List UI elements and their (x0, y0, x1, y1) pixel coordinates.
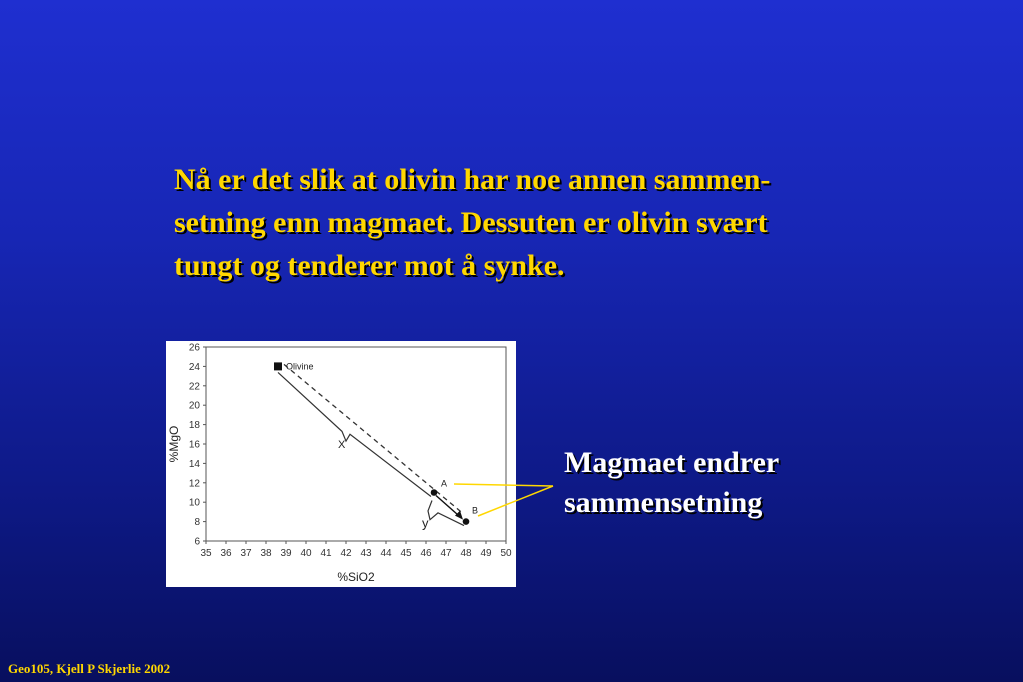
main-text-line-3: tungt og tenderer mot å synke. (174, 249, 565, 282)
x-tick-label: 46 (420, 548, 432, 559)
y-tick-label: 18 (188, 420, 200, 432)
main-text-line-1: Nå er det slik at olivin har noe annen sammen- (174, 163, 771, 196)
y-tick-label: 14 (188, 458, 200, 470)
brace-y-label: y (422, 515, 429, 531)
point-b-label: B (472, 505, 479, 516)
y-tick-label: 20 (188, 400, 200, 412)
y-tick-label: 10 (188, 497, 200, 509)
x-tick-label: 50 (500, 548, 512, 559)
x-tick-label: 40 (300, 548, 312, 559)
x-tick-label: 49 (480, 548, 492, 559)
point-a-label: A (441, 478, 448, 489)
x-tick-label: 39 (280, 548, 292, 559)
x-tick-label: 36 (220, 548, 232, 559)
y-tick-label: 6 (194, 536, 200, 548)
callout-line-to-b (478, 486, 553, 516)
brace-x-label: X (338, 438, 346, 451)
x-tick-label: 38 (260, 548, 272, 559)
x-tick-label: 44 (380, 548, 392, 559)
side-label (564, 443, 779, 523)
x-tick-label: 47 (440, 548, 452, 559)
y-tick-label: 26 (188, 342, 200, 354)
side-label-line-1: Magmaet endrer (564, 446, 780, 479)
y-tick-label: 8 (194, 517, 200, 529)
olivine-label: Olivine (286, 361, 314, 372)
y-tick-label: 24 (188, 361, 200, 373)
x-tick-label: 35 (200, 548, 212, 559)
side-label-line-2: sammensetning (564, 486, 763, 519)
x-tick-label: 42 (340, 548, 352, 559)
x-tick-label: 43 (360, 548, 372, 559)
x-tick-label: 37 (240, 548, 252, 559)
y-axis-label: %MgO (167, 425, 181, 463)
x-tick-label: 48 (460, 548, 472, 559)
x-axis-label: %SiO2 (337, 570, 375, 584)
footer-credit: Geo105, Kjell P Skjerlie 2002 (8, 661, 171, 676)
y-tick-label: 12 (188, 478, 200, 490)
y-tick-label: 22 (188, 381, 200, 393)
x-tick-label: 45 (400, 548, 412, 559)
x-tick-label: 41 (320, 548, 332, 559)
y-tick-label: 16 (188, 439, 200, 451)
main-text-line-2: setning enn magmaet. Dessuten er olivin svært (174, 206, 768, 239)
callout-line-to-a (454, 484, 553, 486)
